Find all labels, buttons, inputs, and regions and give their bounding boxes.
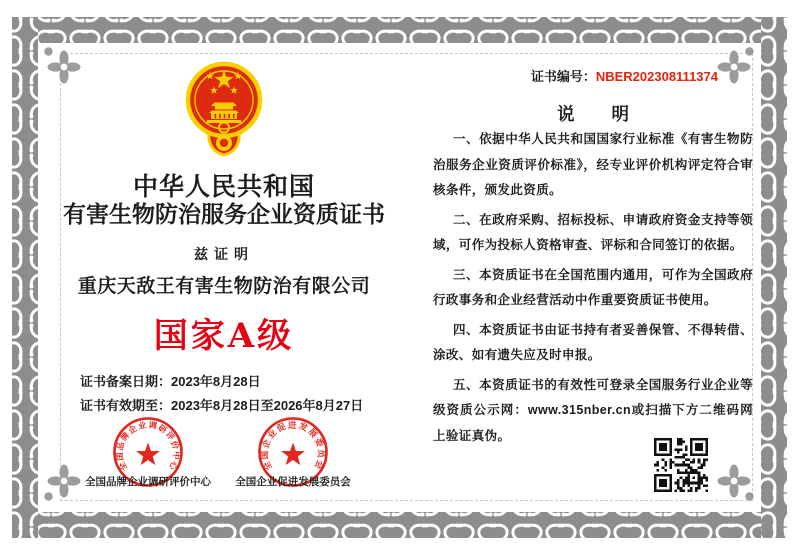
corner-flower-icon (716, 463, 756, 503)
corner-flower-icon (42, 45, 82, 85)
seal-caption-right: 全国企业促进发展委员会 (235, 476, 351, 488)
certificate-number-label: 证书编号： (530, 69, 596, 84)
corner-flower-icon (42, 463, 82, 503)
seal-ring-text: 全国企业促进发展委员会 (259, 419, 327, 473)
notes-heading (433, 101, 753, 126)
note-item-4: 四、本资质证书由证书持有者妥善保管、不得转借、涂改、如有遗失应及时申报。 (433, 322, 753, 362)
record-date: 证书备案日期：2023年8月28日 (80, 374, 261, 389)
certificate-number-value: NBER202308111374 (595, 69, 718, 84)
grade-text: 国家A级 (153, 316, 295, 356)
corner-flower-icon (716, 45, 756, 85)
national-emblem-icon (184, 60, 264, 170)
note-item-3: 三、本资质证书在全国范围内通用，可作为全国政府行政事务和企业经营活动中作重要资质证书使用。 (433, 267, 753, 307)
note-item-2: 二、在政府采购、招标投标、申请政府资金支持等领域，可作为投标人资格审查、评标和合同签订的依据。 (433, 212, 753, 252)
certificate-title: 有害生物防治服务企业资质证书 (63, 201, 385, 227)
note-item-5: 五、本资质证书的有效性可登录全国服务行业企业等级资质公示网：www.315nber.cn或扫描下方二维码网上验证真伪。 (433, 377, 753, 443)
country-title: 中华人民共和国 (132, 173, 315, 201)
seal-caption-left: 全国品牌企业调研评价中心 (85, 476, 211, 488)
seal-ring-text: 全国品牌企业调研评价中心 (114, 419, 182, 473)
notes-list (433, 127, 753, 453)
certify-label: 兹证明 (194, 246, 254, 262)
qr-code-icon (654, 438, 708, 492)
notes-heading-char2: 明 (611, 104, 629, 124)
company-name: 重庆天敌王有害生物防治有限公司 (77, 276, 371, 297)
date-block (80, 370, 363, 418)
notes-heading-char1: 说 (557, 104, 575, 124)
certificate-number (470, 66, 718, 85)
note-item-1: 一、依据中华人民共和国国家行业标准《有害生物防治服务企业资质评价标准》，经专业评价机构评定符合审核条件，颁发此资质。 (433, 132, 753, 197)
valid-period: 证书有效期至：2023年8月28日至2026年8月27日 (80, 398, 364, 413)
